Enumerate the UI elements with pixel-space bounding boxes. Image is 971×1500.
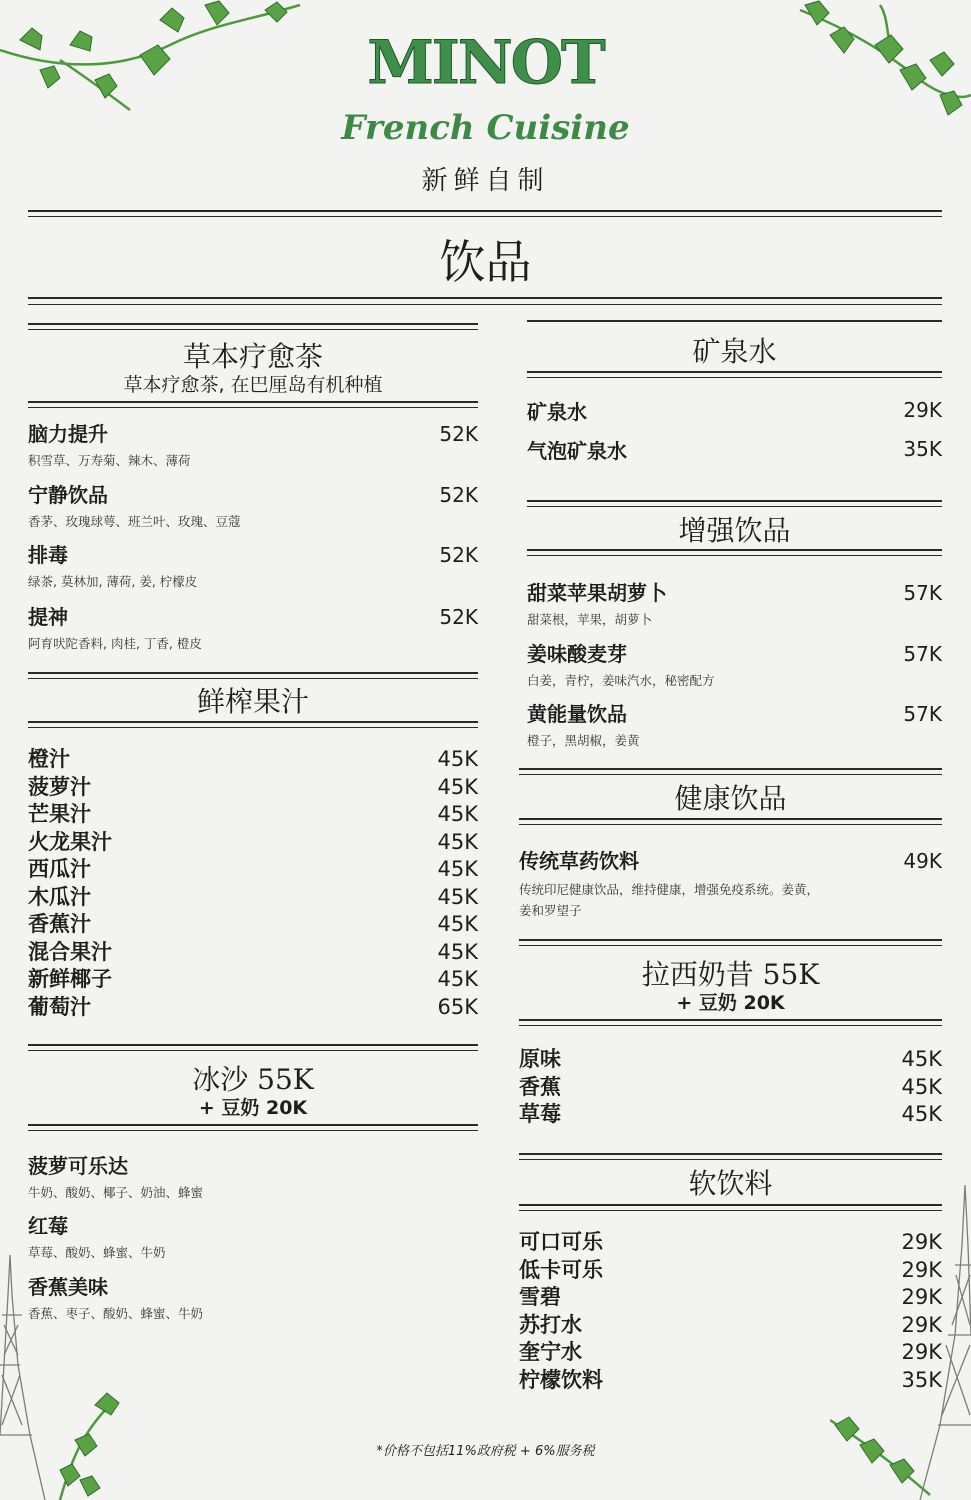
divider [28,672,478,674]
item-price: 45K [437,802,478,826]
divider [527,555,942,556]
list-item [519,1074,942,1102]
item-price: 35K [901,1367,942,1392]
section-title-health-drinks: 健康饮品 [674,782,787,815]
item-price: 57K [903,642,942,666]
divider [28,323,478,325]
item-price: 29K [901,1257,942,1282]
item-price: 57K [903,702,942,726]
divider [28,727,478,728]
menu-item [28,1210,478,1261]
item-name: 柠檬饮料 [519,1367,603,1392]
item-name: 混合果汁 [28,939,112,964]
menu-item [519,845,942,919]
section-title-herbal-tea: 草本疗愈茶 [182,340,323,373]
item-description: 姜和罗望子 [519,903,582,918]
item-name: 火龙果汁 [28,829,112,854]
item-price: 45K [437,857,478,881]
item-price: 45K [437,829,478,854]
divider [28,297,942,299]
item-description: 传统印尼健康饮品，维持健康，增强免疫系统。姜黄， [519,882,820,897]
list-item [28,994,478,1022]
item-name: 黄能量饮品 [527,702,627,726]
divider [28,401,478,403]
item-price: 29K [901,1230,942,1254]
item-name: 低卡可乐 [519,1257,603,1282]
item-description: 橙子，黑胡椒，姜黄 [527,733,640,748]
section-subtitle-lassi: + 豆奶 20K [676,992,785,1014]
item-name: 菠萝可乐达 [28,1154,128,1178]
list-item [519,1284,942,1312]
divider [28,210,942,212]
list-item [28,774,478,802]
item-price: 52K [439,483,478,507]
divider [519,768,942,770]
item-price: 45K [437,774,478,799]
item-name: 葡萄汁 [28,994,91,1019]
divider [28,1124,478,1126]
item-name: 可口可乐 [519,1230,603,1254]
menu-item [28,539,478,590]
item-name: 排毒 [28,543,68,567]
divider [519,774,942,775]
divider [28,304,942,305]
list-item [28,746,478,774]
item-price: 45K [901,1047,942,1071]
item-name: 菠萝汁 [28,774,91,799]
item-name: 提神 [28,605,68,629]
divider [28,1130,478,1131]
divider [28,1044,478,1046]
item-description: 香茅、玫瑰球萼、班兰叶、玫瑰、豆蔻 [28,514,241,529]
item-price: 29K [901,1312,942,1337]
list-item [28,911,478,939]
section-subtitle-herbal-tea: 草本疗愈茶, 在巴厘岛有机种植 [123,374,383,396]
list-item [527,396,942,425]
list-item [519,1339,942,1367]
list-item [28,884,478,912]
divider [519,1204,942,1206]
item-name: 气泡矿泉水 [527,439,627,463]
item-price: 29K [901,1285,942,1309]
item-price: 45K [437,912,478,936]
item-name: 原味 [519,1047,561,1071]
item-name: 姜味酸麦芽 [527,642,627,666]
divider [527,320,942,322]
item-name: 矿泉水 [527,400,587,424]
divider [28,216,942,217]
section-title-fresh-juice: 鲜榨果汁 [196,685,309,718]
divider [519,1019,942,1021]
list-item [519,1312,942,1340]
item-price: 52K [439,422,478,446]
menu-item [28,1271,478,1322]
divider [28,329,478,330]
item-price: 45K [901,1102,942,1126]
menu-item [28,418,478,469]
item-description: 甜菜根，苹果，胡萝卜 [527,612,653,627]
divider [519,1025,942,1026]
divider [527,500,942,502]
divider [519,818,942,820]
list-item [28,939,478,967]
item-name: 红莓 [28,1214,68,1238]
item-description: 草莓、酸奶、蜂蜜、牛奶 [28,1245,166,1260]
list-item [519,1367,942,1395]
fresh-homemade-subtitle: 新鲜自制 [421,166,550,196]
divider [519,824,942,825]
item-price: 45K [901,1074,942,1099]
divider [519,1210,942,1211]
list-item [28,801,478,829]
item-name: 橙汁 [28,747,70,771]
item-name: 芒果汁 [28,802,91,826]
list-item [519,1229,942,1257]
list-item [519,1046,942,1074]
menu-item [527,698,942,749]
item-name: 奎宁水 [519,1340,582,1364]
menu-item [28,479,478,530]
item-price: 35K [903,437,942,461]
divider [28,1050,478,1051]
divider [527,506,942,507]
item-description: 牛奶、酸奶、椰子、奶油、蜂蜜 [28,1185,204,1200]
divider [519,1159,942,1160]
menu-item [28,1150,478,1201]
item-price: 45K [437,747,478,771]
list-item [28,966,478,994]
item-price: 29K [901,1340,942,1364]
page-title: 饮品 [439,235,532,289]
item-name: 木瓜汁 [28,884,91,909]
divider [527,371,942,373]
menu-item [527,577,942,628]
section-title-mineral-water: 矿泉水 [692,335,777,368]
brand-logo: MINOT [367,28,604,98]
divider [28,678,478,679]
divider [519,939,942,941]
list-item [519,1101,942,1129]
item-name: 西瓜汁 [28,857,91,881]
list-item [527,435,942,464]
item-price: 45K [437,967,478,991]
item-description: 积雪草、万寿菊、辣木、薄荷 [28,453,191,468]
item-price: 57K [903,581,942,605]
divider [28,407,478,408]
item-name: 甜菜苹果胡萝卜 [527,581,667,605]
item-name: 宁静饮品 [28,483,108,507]
item-description: 香蕉、枣子、酸奶、蜂蜜、牛奶 [28,1306,204,1321]
item-price: 52K [439,543,478,567]
item-name: 传统草药饮料 [519,849,639,873]
item-name: 香蕉汁 [28,912,91,936]
item-price: 65K [437,994,478,1019]
section-title-soft-drinks: 软饮料 [688,1167,773,1200]
section-title-lassi: 拉西奶昔 55K [641,958,820,991]
divider [527,549,942,551]
item-name: 香蕉 [519,1074,561,1099]
tax-footnote: *价格不包括11%政府税 + 6%服务税 [376,1444,595,1459]
section-subtitle-smoothie: + 豆奶 20K [198,1097,308,1119]
list-item [28,829,478,857]
item-name: 新鲜椰子 [28,967,112,991]
section-title-smoothie: 冰沙 55K [192,1063,314,1096]
list-item [28,856,478,884]
item-name: 香蕉美味 [28,1275,108,1299]
section-title-boost-drinks: 增强饮品 [678,514,791,547]
divider [527,377,942,378]
divider [28,721,478,723]
divider [519,945,942,946]
item-name: 草莓 [519,1102,561,1126]
item-description: 阿育吠陀香料, 肉桂, 丁香, 橙皮 [28,636,202,651]
item-price: 45K [437,939,478,964]
item-name: 苏打水 [519,1312,582,1337]
brand-tagline: French Cuisine [341,108,630,148]
list-item [519,1257,942,1285]
item-name: 雪碧 [519,1285,561,1309]
item-price: 52K [439,605,478,629]
item-price: 29K [903,398,942,422]
menu-item [28,601,478,652]
item-price: 49K [903,849,942,873]
item-description: 绿茶, 莫林加, 薄荷, 姜, 柠檬皮 [28,574,198,589]
menu-item [527,638,942,689]
divider [519,1153,942,1155]
item-description: 白姜，青柠，姜味汽水，秘密配方 [527,673,715,688]
item-name: 脑力提升 [28,422,108,446]
item-price: 45K [437,884,478,909]
